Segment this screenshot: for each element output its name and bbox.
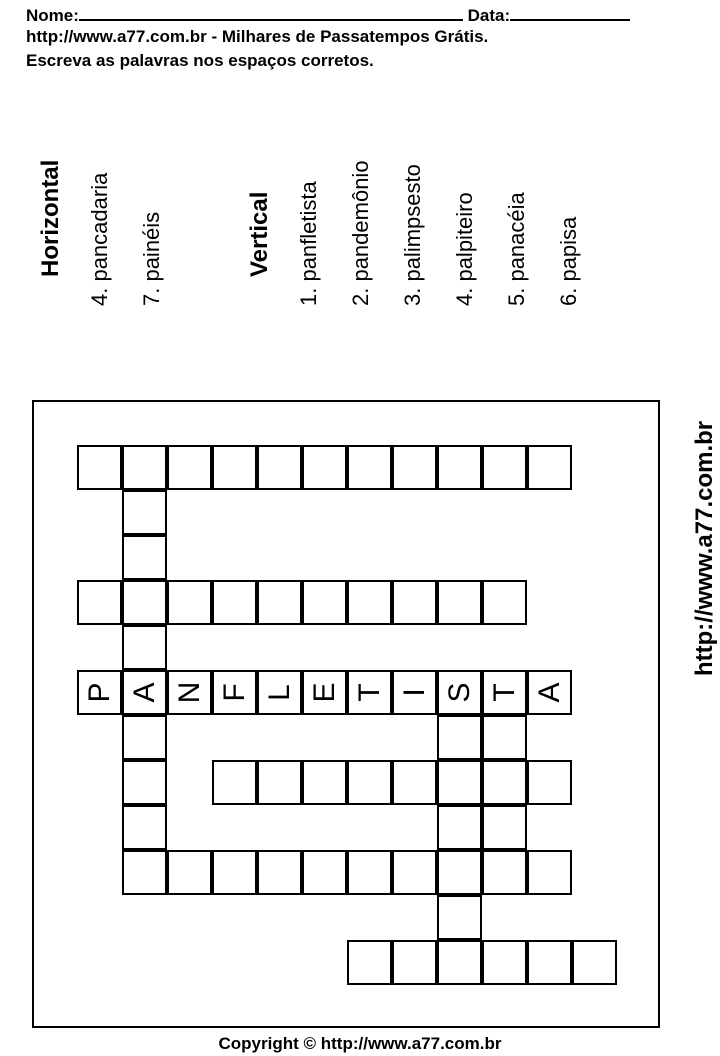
crossword-cell[interactable] (482, 670, 527, 715)
crossword-cell[interactable] (167, 580, 212, 625)
crossword-cell[interactable] (572, 940, 617, 985)
crossword-cell[interactable] (482, 760, 527, 805)
crossword-cell[interactable] (482, 940, 527, 985)
crossword-cell[interactable] (527, 850, 572, 895)
crossword-cell[interactable] (392, 850, 437, 895)
horizontal-title: Horizontal (37, 159, 64, 277)
nome-field[interactable] (79, 3, 463, 21)
crossword-cell[interactable] (302, 760, 347, 805)
cell-letter: S (442, 682, 476, 703)
crossword-cell[interactable] (527, 940, 572, 985)
crossword-cell[interactable] (122, 535, 167, 580)
crossword-cell[interactable] (212, 580, 257, 625)
cell-letter: P (82, 682, 116, 703)
instruction-line: Escreva as palavras nos espaços corretos. (26, 51, 374, 70)
crossword-cell[interactable] (392, 670, 437, 715)
crossword-cell[interactable] (392, 445, 437, 490)
crossword-cell[interactable] (302, 850, 347, 895)
vertical-clue: 5. panacéia (504, 192, 529, 306)
crossword-cell[interactable] (257, 670, 302, 715)
crossword-cell[interactable] (257, 760, 302, 805)
crossword-cell[interactable] (482, 445, 527, 490)
crossword-cell[interactable] (392, 760, 437, 805)
vertical-clue: 2. pandemônio (348, 160, 373, 306)
crossword-cell[interactable] (122, 715, 167, 760)
data-label: Data: (467, 6, 511, 25)
crossword-cell[interactable] (527, 445, 572, 490)
crossword-cell[interactable] (347, 670, 392, 715)
crossword-cell[interactable] (437, 760, 482, 805)
vertical-clue: 3. palimpsesto (400, 164, 425, 306)
vertical-clue: 1. panfletista (296, 181, 321, 306)
crossword-cell[interactable] (212, 445, 257, 490)
crossword-cell[interactable] (527, 670, 572, 715)
cell-letter: T (487, 683, 521, 702)
crossword-cell[interactable] (302, 445, 347, 490)
crossword-cell[interactable] (77, 445, 122, 490)
crossword-cell[interactable] (122, 670, 167, 715)
crossword-cell[interactable] (167, 670, 212, 715)
crossword-cell[interactable] (347, 850, 392, 895)
vertical-title: Vertical (246, 191, 273, 277)
crossword-cell[interactable] (77, 580, 122, 625)
data-field[interactable] (510, 3, 630, 21)
crossword-cell[interactable] (257, 850, 302, 895)
crossword-cell[interactable] (482, 850, 527, 895)
crossword-cell[interactable] (122, 805, 167, 850)
crossword-cell[interactable] (257, 580, 302, 625)
crossword-cell[interactable] (167, 445, 212, 490)
cell-letter: E (307, 682, 341, 703)
crossword-cell[interactable] (437, 850, 482, 895)
crossword-cell[interactable] (392, 580, 437, 625)
name-date-line (26, 3, 630, 26)
crossword-cell[interactable] (212, 850, 257, 895)
nome-label: Nome: (26, 6, 79, 25)
cell-letter: L (262, 684, 296, 701)
crossword-cell[interactable] (212, 670, 257, 715)
vertical-clue: 4. palpiteiro (452, 192, 477, 306)
crossword-cell[interactable] (437, 580, 482, 625)
crossword-cell[interactable] (437, 805, 482, 850)
horizontal-clue: 7. painéis (139, 211, 164, 306)
crossword-cell[interactable] (392, 940, 437, 985)
crossword-cell[interactable] (122, 625, 167, 670)
crossword-cell[interactable] (122, 580, 167, 625)
crossword-cell[interactable] (347, 445, 392, 490)
crossword-cell[interactable] (302, 670, 347, 715)
crossword-cell[interactable] (167, 850, 212, 895)
crossword-cell[interactable] (527, 760, 572, 805)
crossword-cell[interactable] (122, 445, 167, 490)
cell-letter: F (217, 683, 251, 702)
crossword-cell[interactable] (437, 940, 482, 985)
crossword-cell[interactable] (122, 850, 167, 895)
crossword-cell[interactable] (257, 445, 302, 490)
cell-letter: T (352, 683, 386, 702)
crossword-cell[interactable] (437, 670, 482, 715)
horizontal-clue: 4. pancadaria (87, 172, 112, 306)
vertical-clue: 6. papisa (556, 216, 581, 306)
cell-letter: A (127, 682, 161, 703)
crossword-cell[interactable] (347, 760, 392, 805)
crossword-cell[interactable] (482, 580, 527, 625)
crossword-cell[interactable] (122, 490, 167, 535)
crossword-cell[interactable] (347, 940, 392, 985)
crossword-cell[interactable] (347, 580, 392, 625)
crossword-cell[interactable] (212, 760, 257, 805)
crossword-cell[interactable] (482, 715, 527, 760)
crossword-cell[interactable] (302, 580, 347, 625)
side-url: http://www.a77.com.br (691, 420, 718, 676)
crossword-cell[interactable] (437, 445, 482, 490)
crossword-cell[interactable] (77, 670, 122, 715)
cell-letter: N (172, 681, 206, 704)
crossword-cell[interactable] (482, 805, 527, 850)
crossword-cell[interactable] (437, 895, 482, 940)
cell-letter: I (397, 688, 431, 697)
crossword-cell[interactable] (437, 715, 482, 760)
cell-letter: A (532, 682, 566, 703)
site-line: http://www.a77.com.br - Milhares de Passatempos Grátis. (26, 27, 489, 46)
copyright: Copyright © http://www.a77.com.br (218, 1034, 502, 1053)
crossword-cell[interactable] (122, 760, 167, 805)
